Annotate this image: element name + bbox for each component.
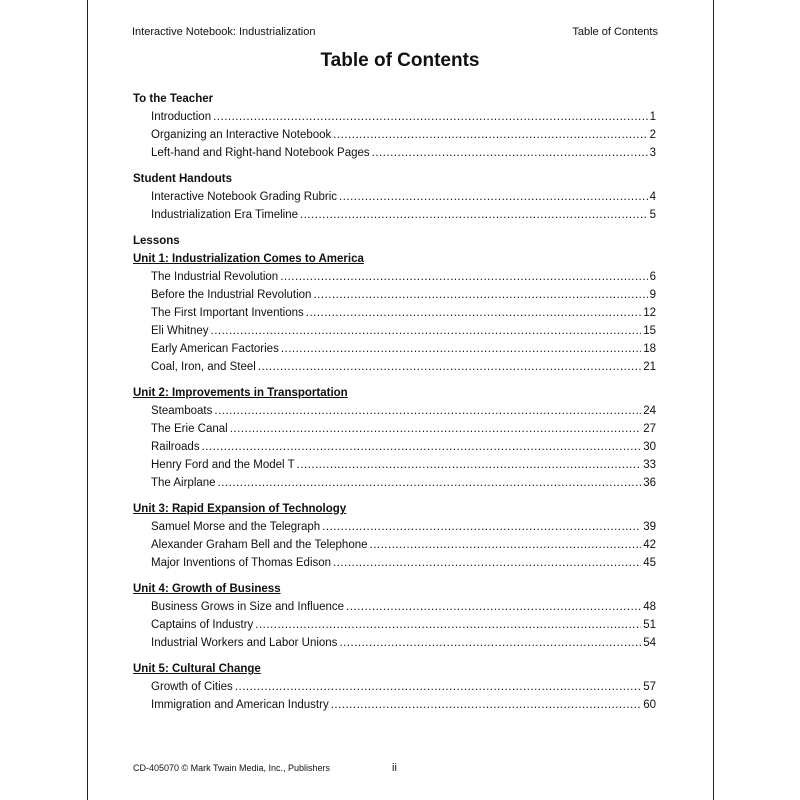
toc-entry-label: Industrial Workers and Labor Unions [151, 637, 338, 649]
section-heading-teacher: To the Teacher [133, 93, 214, 105]
toc-entry[interactable] [133, 420, 656, 438]
table-of-contents [133, 90, 656, 714]
leader-dots [202, 438, 642, 456]
toc-entry-page: 42 [643, 539, 656, 551]
toc-entry-page: 27 [643, 423, 656, 435]
toc-entry-label: Growth of Cities [151, 681, 233, 693]
toc-entry-page: 18 [643, 343, 656, 355]
toc-entry-label: Steamboats [151, 405, 213, 417]
unit-1-heading: Unit 1: Industrialization Comes to America [133, 253, 364, 265]
toc-entry[interactable] [133, 206, 656, 224]
toc-entry-label: The Airplane [151, 477, 216, 489]
running-head-left: Interactive Notebook: Industrialization [132, 26, 316, 38]
leader-dots [372, 144, 648, 162]
toc-entry-label: Major Inventions of Thomas Edison [151, 557, 332, 569]
leader-dots [331, 696, 642, 714]
toc-entry[interactable] [133, 402, 656, 420]
toc-entry[interactable] [133, 616, 656, 634]
toc-entry[interactable] [133, 598, 656, 616]
toc-entry-label: Immigration and American Industry [151, 699, 329, 711]
toc-entry[interactable] [133, 678, 656, 696]
toc-entry-page: 45 [643, 557, 656, 569]
toc-entry-page: 24 [643, 405, 656, 417]
toc-entry-label: Organizing an Interactive Notebook [151, 129, 332, 141]
toc-entry[interactable] [133, 304, 656, 322]
section-heading-handouts: Student Handouts [133, 173, 233, 185]
toc-entry-label: Introduction [151, 111, 212, 123]
toc-entry[interactable] [133, 108, 656, 126]
toc-entry[interactable] [133, 126, 656, 144]
leader-dots [211, 322, 642, 340]
toc-entry-label: Henry Ford and the Model T [151, 459, 295, 471]
toc-entry-page: 48 [643, 601, 656, 613]
unit-4-heading: Unit 4: Growth of Business [133, 583, 281, 595]
toc-entry-page: 51 [643, 619, 656, 631]
toc-entry-page: 4 [649, 191, 656, 203]
toc-entry-page: 39 [643, 521, 656, 533]
toc-entry[interactable] [133, 322, 656, 340]
running-head [132, 26, 658, 38]
toc-entry-page: 36 [643, 477, 656, 489]
leader-dots [255, 616, 641, 634]
toc-entry-label: Coal, Iron, and Steel [151, 361, 256, 373]
section-heading-lessons: Lessons [133, 235, 180, 247]
toc-entry-page: 6 [649, 271, 656, 283]
leader-dots [346, 598, 641, 616]
leader-dots [322, 518, 641, 536]
leader-dots [333, 126, 647, 144]
toc-entry-label: Eli Whitney [151, 325, 209, 337]
toc-entry-page: 2 [649, 129, 656, 141]
toc-entry-label: Left-hand and Right-hand Notebook Pages [151, 147, 370, 159]
toc-entry[interactable] [133, 144, 656, 162]
toc-entry-label: Industrialization Era Timeline [151, 209, 299, 221]
page-folio: ii [392, 762, 397, 774]
unit-5-heading: Unit 5: Cultural Change [133, 663, 261, 675]
toc-entry[interactable] [133, 634, 656, 652]
leader-dots [281, 340, 641, 358]
toc-entry-label: The Erie Canal [151, 423, 228, 435]
toc-entry[interactable] [133, 554, 656, 572]
leader-dots [306, 304, 641, 322]
leader-dots [230, 420, 641, 438]
toc-entry[interactable] [133, 286, 656, 304]
toc-entry-page: 3 [649, 147, 656, 159]
page-title: Table of Contents [320, 50, 480, 71]
toc-entry-label: Before the Industrial Revolution [151, 289, 312, 301]
leader-dots [218, 474, 642, 492]
toc-entry-label: Interactive Notebook Grading Rubric [151, 191, 338, 203]
toc-entry-label: Railroads [151, 441, 200, 453]
toc-entry[interactable] [133, 474, 656, 492]
toc-entry-page: 30 [643, 441, 656, 453]
toc-entry-page: 60 [643, 699, 656, 711]
leader-dots [339, 188, 648, 206]
leader-dots [213, 108, 647, 126]
toc-entry-page: 57 [643, 681, 656, 693]
running-head-right: Table of Contents [572, 26, 658, 38]
toc-entry[interactable] [133, 518, 656, 536]
toc-entry-label: The Industrial Revolution [151, 271, 279, 283]
toc-entry-label: Samuel Morse and the Telegraph [151, 521, 321, 533]
leader-dots [333, 554, 641, 572]
toc-entry-page: 9 [649, 289, 656, 301]
leader-dots [280, 268, 647, 286]
toc-entry[interactable] [133, 268, 656, 286]
toc-entry-page: 1 [649, 111, 656, 123]
leader-dots [300, 206, 648, 224]
toc-entry[interactable] [133, 358, 656, 376]
leader-dots [313, 286, 647, 304]
leader-dots [339, 634, 641, 652]
leader-dots [214, 402, 641, 420]
leader-dots [370, 536, 642, 554]
toc-entry[interactable] [133, 438, 656, 456]
leader-dots [258, 358, 641, 376]
toc-entry-label: The First Important Inventions [151, 307, 304, 319]
toc-entry[interactable] [133, 340, 656, 358]
leader-dots [297, 456, 642, 474]
toc-entry-page: 33 [643, 459, 656, 471]
leader-dots [235, 678, 641, 696]
toc-entry[interactable] [133, 696, 656, 714]
toc-entry-page: 21 [643, 361, 656, 373]
toc-entry-label: Business Grows in Size and Influence [151, 601, 345, 613]
toc-entry-page: 12 [643, 307, 656, 319]
toc-entry-label: Captains of Industry [151, 619, 254, 631]
toc-entry[interactable] [133, 188, 656, 206]
toc-entry[interactable] [133, 456, 656, 474]
toc-entry-page: 15 [643, 325, 656, 337]
toc-entry-label: Early American Factories [151, 343, 279, 355]
toc-entry-label: Alexander Graham Bell and the Telephone [151, 539, 368, 551]
unit-3-heading: Unit 3: Rapid Expansion of Technology [133, 503, 347, 515]
toc-entry-page: 5 [649, 209, 656, 221]
footer-publisher: CD-405070 © Mark Twain Media, Inc., Publishers [133, 763, 331, 773]
toc-entry[interactable] [133, 536, 656, 554]
unit-2-heading: Unit 2: Improvements in Transportation [133, 387, 348, 399]
toc-entry-page: 54 [643, 637, 656, 649]
